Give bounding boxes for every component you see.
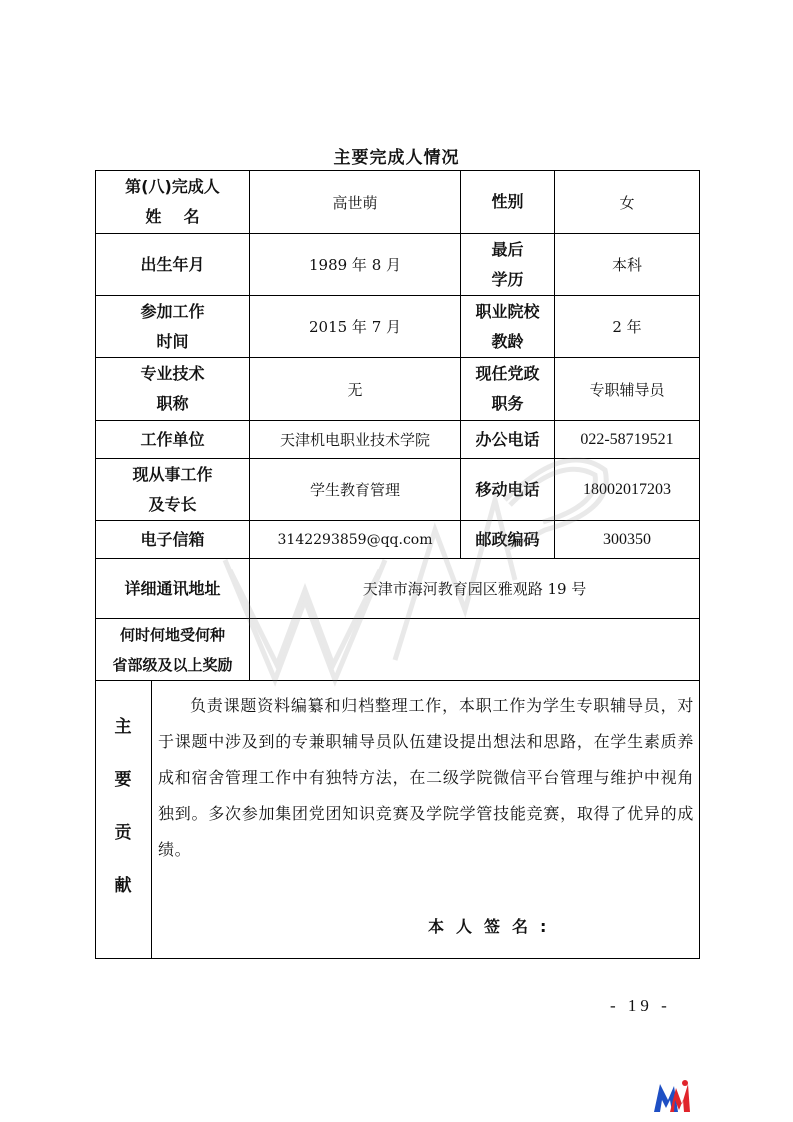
awards-value	[250, 619, 699, 680]
signature-label: 本人签名:	[428, 917, 559, 936]
gender-value: 女	[619, 193, 635, 212]
mobile-value: 18002017203	[583, 480, 671, 498]
email-value: 3142293859@qq.com	[277, 531, 433, 548]
work-start-label	[96, 296, 249, 357]
teaching-age-label-line1: 职业院校	[475, 301, 540, 321]
title-value: 无	[347, 380, 363, 399]
work-value: 学生教育管理	[309, 481, 400, 499]
contribution-char-1: 主	[114, 717, 132, 737]
education-label-line1: 最后	[491, 239, 524, 259]
brand-logo-icon	[652, 1078, 692, 1116]
page-title: 主要完成人情况	[333, 148, 460, 168]
employer-label: 工作单位	[140, 429, 205, 449]
teaching-age-value: 2 年	[612, 318, 642, 336]
awards-label-line1: 何时何地受何种	[119, 625, 225, 644]
gender-label: 性别	[491, 192, 524, 211]
work-label-line1: 现从事工作	[132, 464, 213, 484]
mobile-label: 移动电话	[475, 479, 540, 499]
email-label: 电子信箱	[140, 529, 205, 549]
work-start-value: 2015 年 7 月	[308, 318, 402, 336]
title-label-line1: 专业技术	[140, 364, 205, 383]
birth-label: 出生年月	[140, 254, 205, 274]
work-start-label-line1: 参加工作	[140, 301, 205, 321]
contribution-text: 负责课题资料编纂和归档整理工作，本职工作为学生专职辅导员，对于课题中涉及到的专兼职辅导员队伍建设提出想法和思路，在学生素质养成和宿舍管理工作中有独特方法，在二级学院微信平台管理与维护中视角独到。多次参加集团党团知识竞赛及学院学管技能竞赛，取得了优异的成绩。	[158, 696, 694, 859]
rank-label: 第(八)完成人	[125, 177, 220, 196]
education-label-line2: 学历	[491, 269, 524, 289]
education-label	[461, 234, 554, 295]
postcode-label: 邮政编码	[475, 529, 540, 549]
party-post-label-line2: 职务	[491, 394, 524, 413]
teaching-age-label	[461, 296, 554, 357]
page-number: - 19 -	[610, 996, 671, 1015]
postcode-value: 300350	[603, 530, 651, 548]
contribution-char-3: 贡	[114, 823, 132, 843]
office-phone-label: 办公电话	[475, 429, 540, 449]
name-label: 姓 名	[145, 207, 200, 226]
address-value: 天津市海河教育园区雅观路 19 号	[362, 580, 587, 598]
contribution-label	[96, 712, 150, 924]
contribution-char-2: 要	[114, 770, 132, 790]
office-phone-value: 022-58719521	[580, 430, 674, 448]
title-label	[96, 358, 249, 420]
work-label-line2: 及专长	[148, 494, 197, 514]
title-label-line2: 职称	[156, 394, 189, 413]
awards-label	[96, 619, 249, 680]
work-label	[96, 459, 249, 520]
rank-name-label	[96, 171, 249, 233]
party-post-value: 专职辅导员	[589, 380, 665, 399]
employer-value: 天津机电职业技术学院	[279, 431, 430, 449]
teaching-age-label-line2: 教龄	[491, 331, 524, 351]
contribution-char-4: 献	[114, 876, 132, 896]
address-label: 详细通讯地址	[124, 578, 221, 598]
education-value: 本科	[611, 256, 642, 274]
awards-label-line2: 省部级及以上奖励	[112, 655, 233, 674]
party-post-label	[461, 358, 554, 420]
birth-value: 1989 年 8 月	[308, 256, 402, 274]
party-post-label-line1: 现任党政	[475, 364, 540, 383]
name-value: 高世萌	[332, 193, 378, 212]
work-start-label-line2: 时间	[156, 331, 189, 351]
